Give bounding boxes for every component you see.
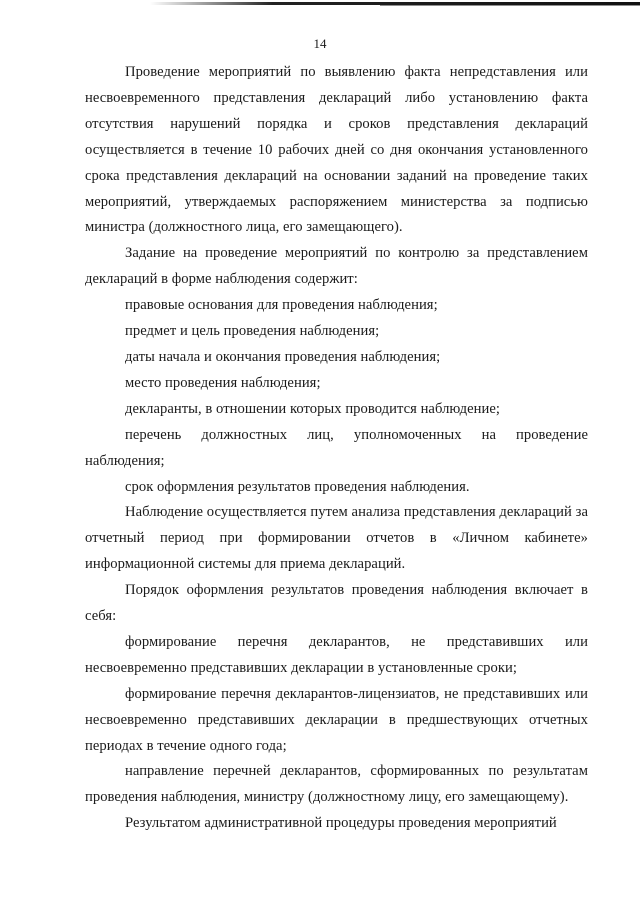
paragraph-task-contents: Задание на проведение мероприятий по контролю за представлением деклараций в форме наблюдения содержит: [85, 245, 588, 288]
list-item-send-lists: направление перечней декларантов, сформированных по результатам проведения наблюдения, министру (должностному лицу, его замещающему). [85, 763, 588, 806]
list-item-declarants: декларанты, в отношении которых проводится наблюдение; [125, 400, 500, 417]
list-item-dates: даты начала и окончания проведения наблюдения; [125, 348, 441, 365]
paragraph-results-procedure: Порядок оформления результатов проведения наблюдения включает в себя: [85, 582, 588, 625]
list-item-licensees-list: формирование перечня декларантов-лицензиатов, не представивших или несвоевременно представивших декларации в предшествующих отчетных периодах в течение одного года; [85, 685, 588, 754]
list-item-subject-goal: предмет и цель проведения наблюдения; [125, 323, 380, 340]
scan-edge-line-secondary [380, 5, 640, 6]
paragraph-observation-method: Наблюдение осуществляется путем анализа представления деклараций за отчетный период при формировании отчетов в «Личном кабинете» информационной системы для приема деклараций. [85, 504, 588, 573]
list-item-legal-basis: правовые основания для проведения наблюдения; [125, 297, 438, 314]
list-item-officials: перечень должностных лиц, уполномоченных на проведение наблюдения; [85, 426, 588, 469]
list-item-place: место проведения наблюдения; [125, 374, 321, 391]
document-body [85, 60, 588, 837]
list-item-declarants-list: формирование перечня декларантов, не представивших или несвоевременно представивших декларации в установленные сроки; [85, 633, 588, 676]
page-number: 14 [313, 36, 327, 51]
paragraph-result-start: Результатом административной процедуры проведения мероприятий [125, 815, 557, 832]
paragraph-procedure-timing: Проведение мероприятий по выявлению факта непредставления или несвоевременного представления деклараций либо установлению факта отсутствия нарушений порядка и сроков представления деклараций осуществляется в течение 10 рабочих дней со дня окончания установленного срока представления деклараций на основании заданий на проведение таких мероприятий, утверждаемых распоряжением министерства за подписью министра (должностного лица, его замещающего). [85, 64, 588, 236]
list-item-deadline: срок оформления результатов проведения наблюдения. [125, 478, 470, 495]
